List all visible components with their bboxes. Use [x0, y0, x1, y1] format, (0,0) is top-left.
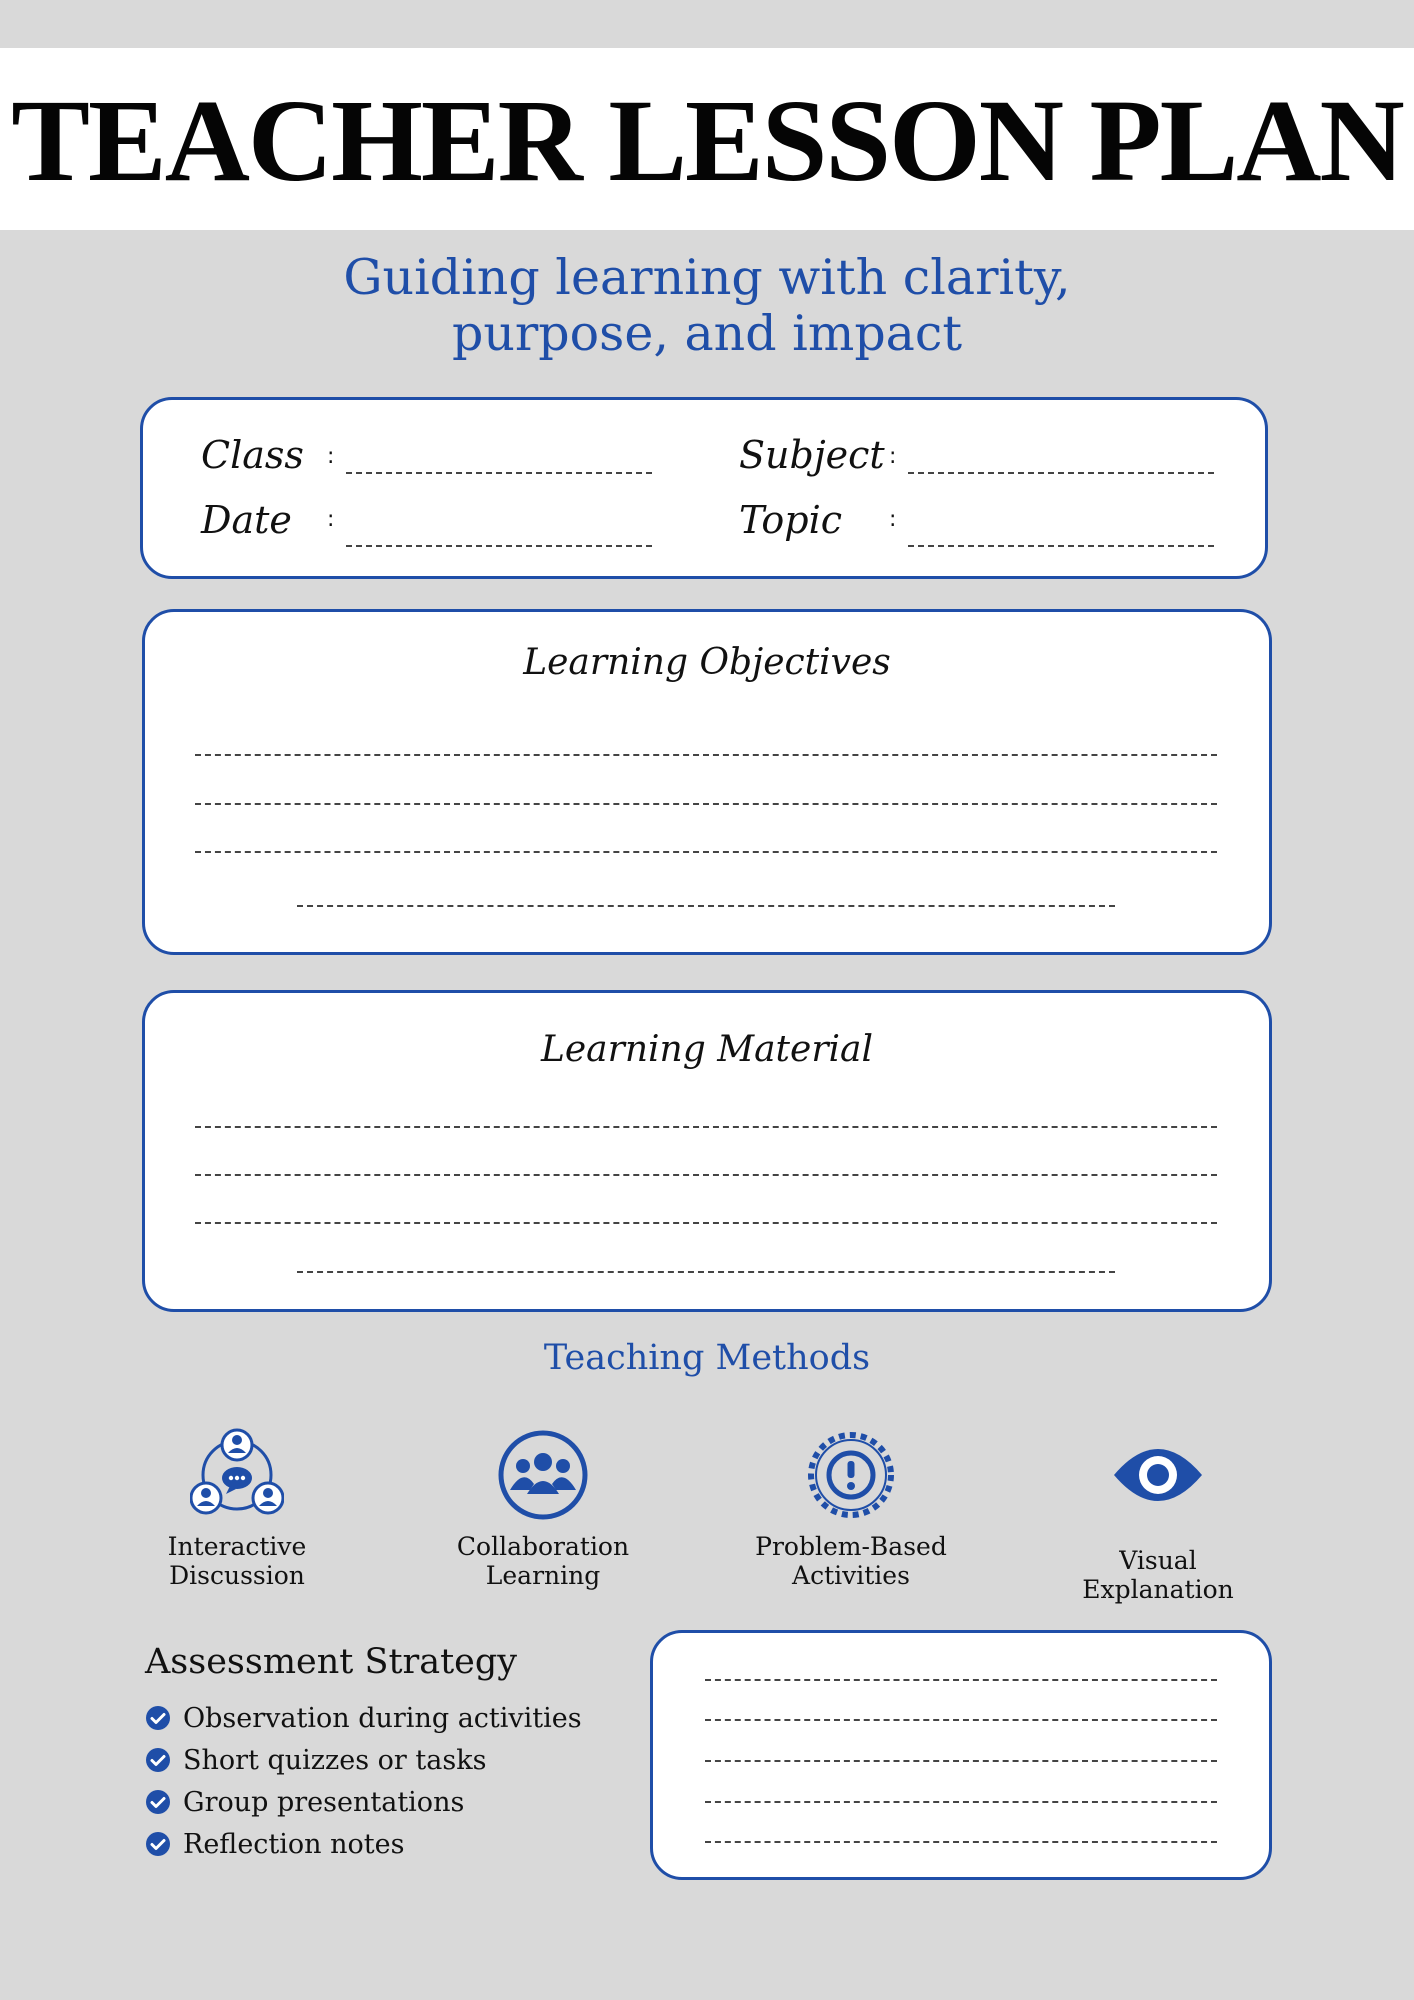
method-visual-explanation: [1018, 1428, 1298, 1604]
learning-material-card: [142, 990, 1272, 1312]
method-problem-based-activities: [711, 1428, 991, 1590]
method-label: Problem-Based Activities: [755, 1532, 947, 1590]
check-circle-icon: [145, 1705, 171, 1731]
date-colon: :: [327, 507, 335, 532]
assessment-item: [145, 1781, 582, 1823]
page-title: TEACHER LESSON PLAN: [11, 75, 1403, 206]
assessment-item: [145, 1697, 582, 1739]
lesson-info-card: [140, 397, 1268, 579]
class-label: Class: [201, 433, 304, 477]
check-circle-icon: [145, 1747, 171, 1773]
assessment-item-text: Observation during activities: [183, 1702, 582, 1734]
material-line[interactable]: [297, 1271, 1115, 1273]
topic-colon: :: [889, 507, 897, 532]
method-label: Interactive Discussion: [167, 1532, 307, 1590]
class-field[interactable]: [346, 472, 652, 474]
title-banner: [0, 48, 1414, 230]
learning-material-heading: Learning Material: [540, 1029, 874, 1070]
discussion-network-icon: [190, 1428, 284, 1522]
material-line[interactable]: [195, 1222, 1217, 1224]
check-circle-icon: [145, 1831, 171, 1857]
notes-line[interactable]: [705, 1841, 1217, 1843]
assessment-item-text: Group presentations: [183, 1786, 465, 1818]
group-people-icon: [496, 1428, 590, 1522]
notes-line[interactable]: [705, 1760, 1217, 1762]
method-interactive-discussion: [97, 1428, 377, 1590]
method-label: Visual Explanation: [1082, 1546, 1234, 1604]
learning-objectives-heading: Learning Objectives: [523, 642, 891, 683]
assessment-strategy-heading: Assessment Strategy: [145, 1642, 518, 1682]
check-circle-icon: [145, 1789, 171, 1815]
method-collaboration-learning: [403, 1428, 683, 1590]
notes-line[interactable]: [705, 1801, 1217, 1803]
objectives-line[interactable]: [195, 851, 1217, 853]
assessment-notes-card: [650, 1630, 1272, 1880]
date-field[interactable]: [346, 545, 652, 547]
objectives-line[interactable]: [195, 754, 1217, 756]
subtitle-line-2: purpose, and impact: [451, 305, 963, 362]
method-label: Collaboration Learning: [456, 1532, 630, 1590]
assessment-list: [145, 1697, 582, 1865]
material-line[interactable]: [195, 1174, 1217, 1176]
teaching-methods-heading: Teaching Methods: [543, 1338, 871, 1378]
subject-label: Subject: [739, 433, 885, 477]
subject-field[interactable]: [908, 472, 1214, 474]
assessment-item: [145, 1823, 582, 1865]
objectives-line[interactable]: [195, 803, 1217, 805]
notes-line[interactable]: [705, 1719, 1217, 1721]
gear-exclamation-icon: [804, 1428, 898, 1522]
material-line[interactable]: [195, 1126, 1217, 1128]
assessment-item: [145, 1739, 582, 1781]
topic-field[interactable]: [908, 545, 1214, 547]
assessment-item-text: Short quizzes or tasks: [183, 1744, 487, 1776]
topic-label: Topic: [739, 498, 843, 542]
class-colon: :: [327, 444, 335, 469]
subtitle-line-1: Guiding learning with clarity,: [343, 249, 1071, 306]
subject-colon: :: [889, 444, 897, 469]
eye-icon: [1111, 1428, 1205, 1522]
objectives-line[interactable]: [297, 905, 1115, 907]
subtitle: [0, 250, 1414, 362]
learning-objectives-card: [142, 609, 1272, 955]
notes-line[interactable]: [705, 1679, 1217, 1681]
date-label: Date: [201, 498, 292, 542]
assessment-item-text: Reflection notes: [183, 1828, 405, 1860]
